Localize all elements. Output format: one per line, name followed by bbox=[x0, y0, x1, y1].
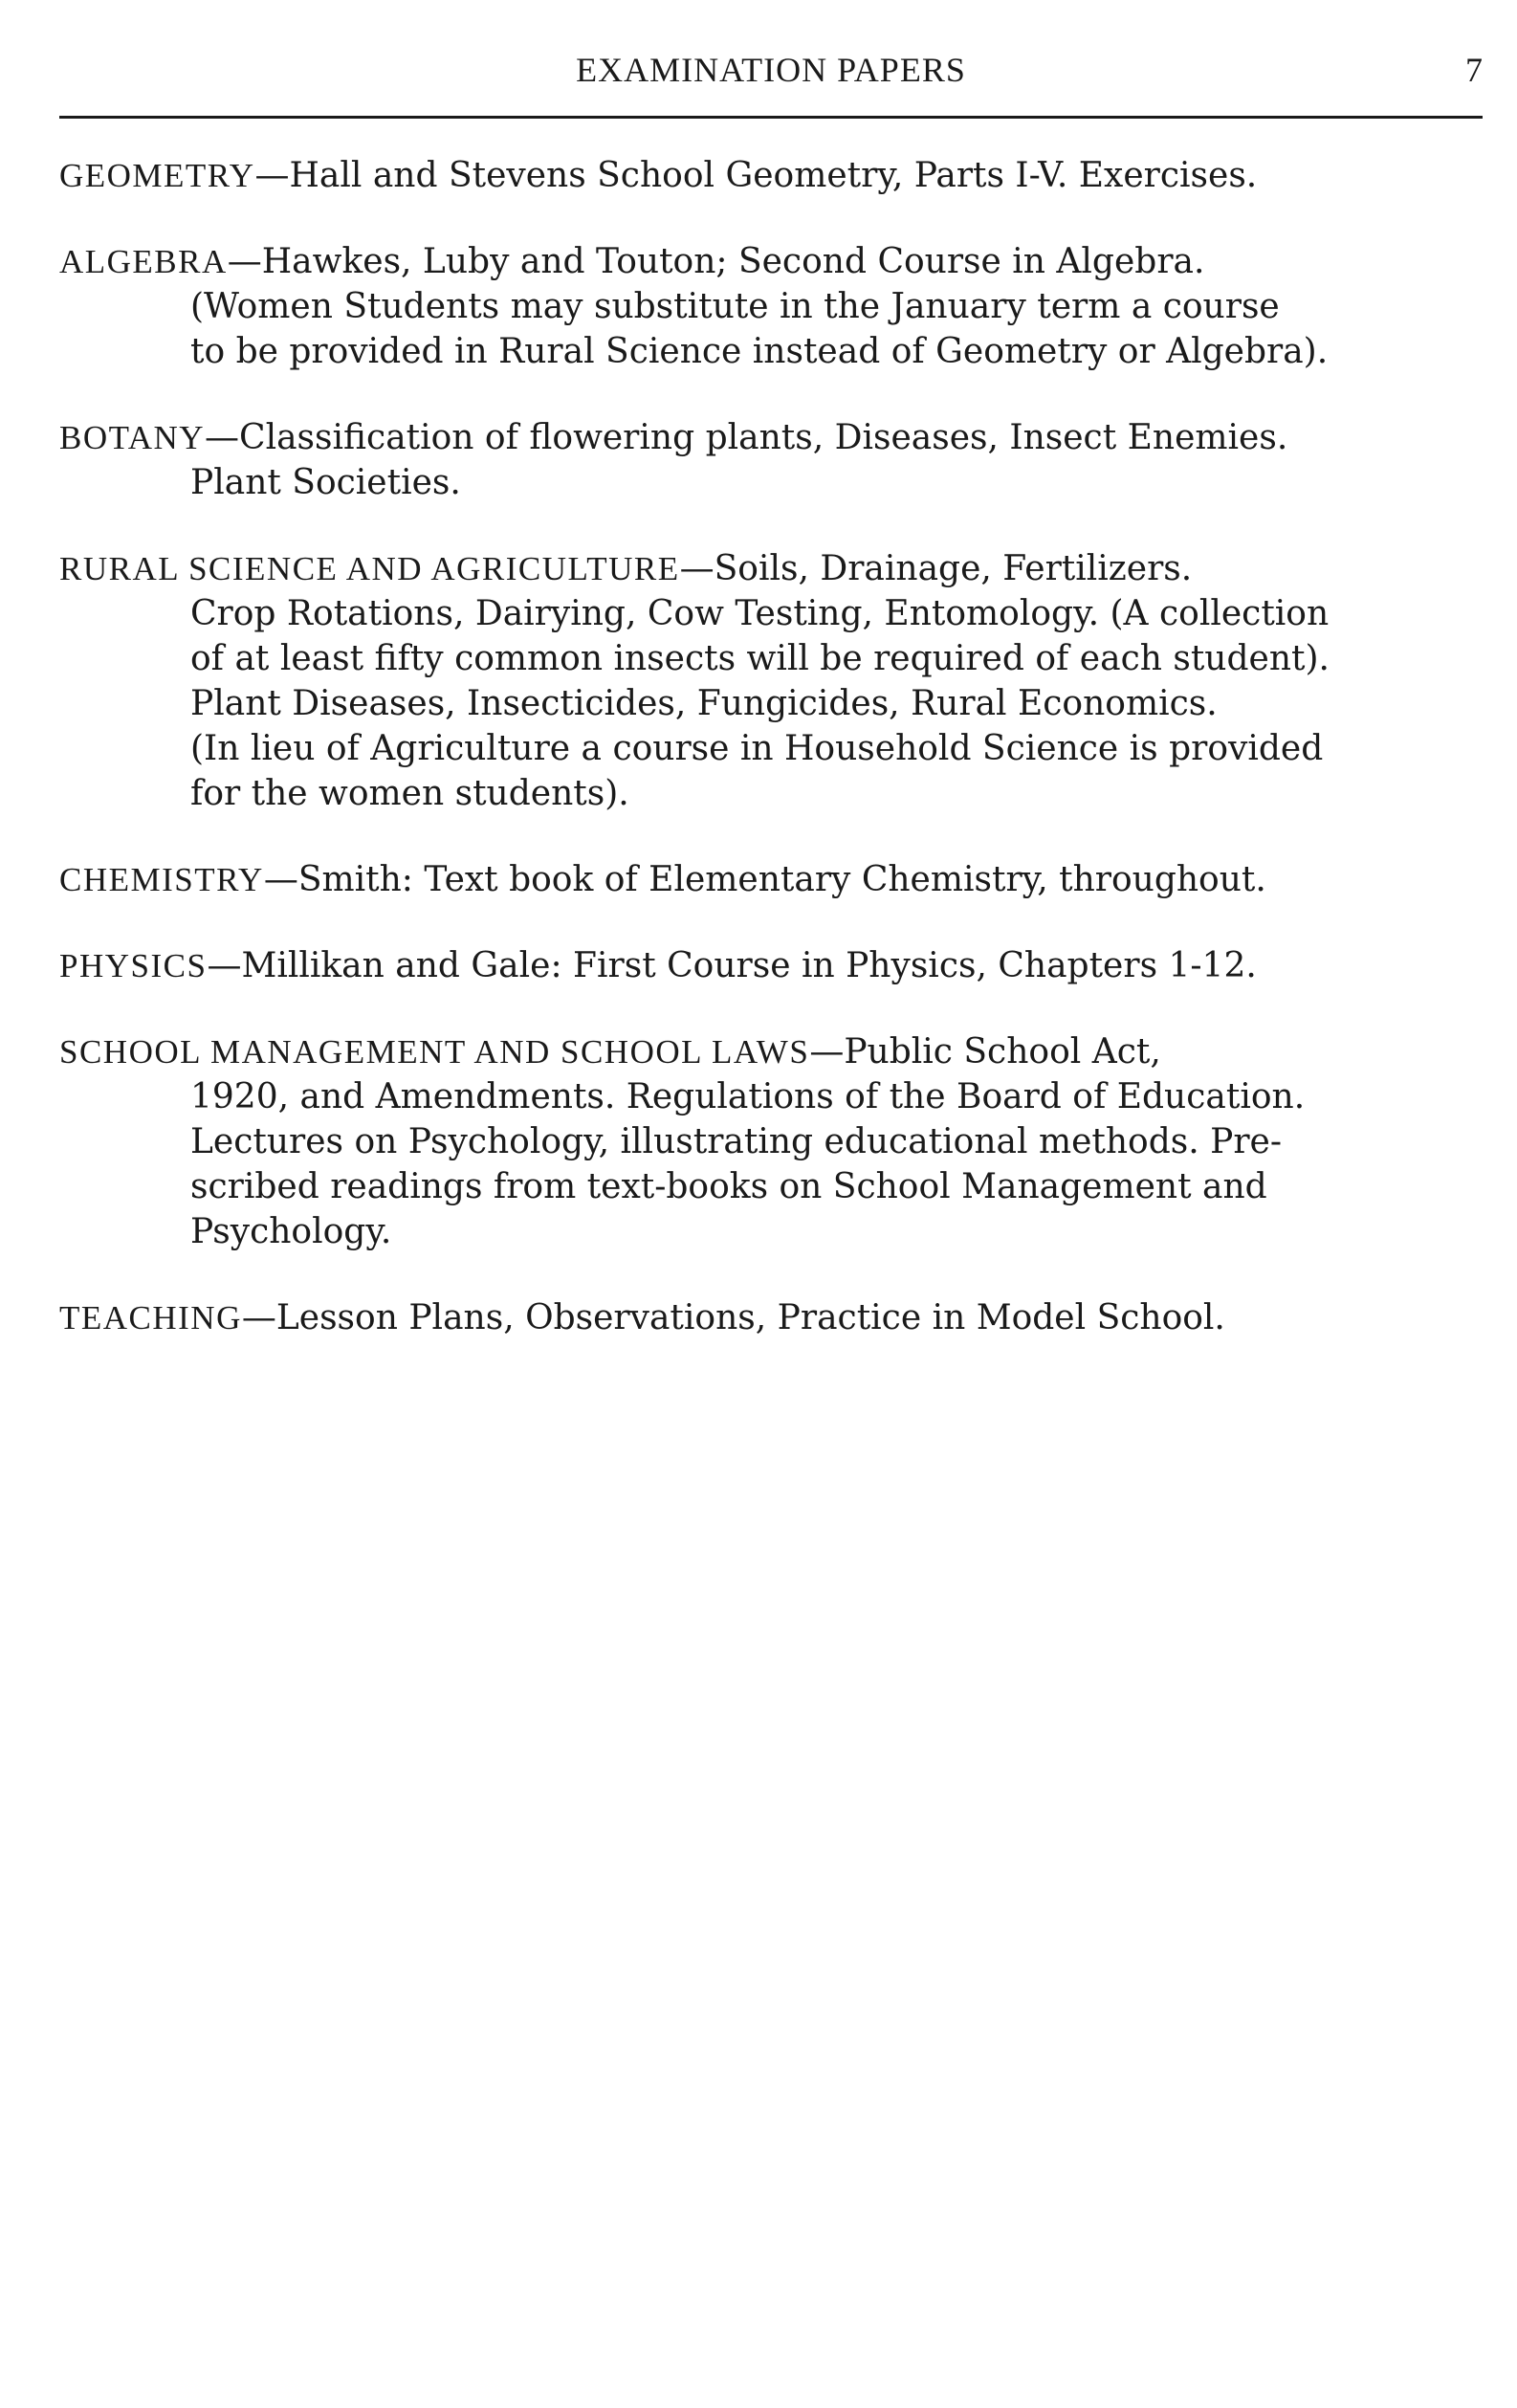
entry-text: Crop Rotations, Dairying, Cow Testing, Entomology. (A collection bbox=[190, 594, 1330, 633]
entry-first-line bbox=[59, 239, 1483, 284]
entry-text: —Public School Act, bbox=[809, 1032, 1161, 1071]
entry-text: —Soils, Drainage, Fertilizers. bbox=[679, 549, 1193, 588]
page-number: 7 bbox=[1465, 51, 1483, 89]
entry-text: (In lieu of Agriculture a course in Household Science is provided bbox=[190, 729, 1324, 768]
entry-algebra bbox=[59, 239, 1483, 374]
entry-text: to be provided in Rural Science instead of Geometry or Algebra). bbox=[190, 332, 1329, 371]
entry-rural-science bbox=[59, 546, 1483, 816]
entry-text: Plant Diseases, Insecticides, Fungicides, Rural Economics. bbox=[190, 684, 1218, 723]
entry-physics bbox=[59, 943, 1483, 988]
entry-first-line bbox=[59, 153, 1483, 198]
entry-text: —Millikan and Gale: First Course in Physics, Chapters 1-12. bbox=[207, 946, 1257, 985]
running-head-title: EXAMINATION PAPERS bbox=[576, 51, 966, 89]
entry-text: 1920, and Amendments. Regulations of the Board of Education. bbox=[190, 1077, 1306, 1116]
entry-text: of at least fifty common insects will be required of each student). bbox=[190, 639, 1330, 678]
entry-text: Plant Societies. bbox=[190, 463, 461, 502]
entry-text: —Smith: Text book of Elementary Chemistry, throughout. bbox=[263, 860, 1266, 899]
subject-list bbox=[59, 153, 1483, 1381]
subject-heading: SCHOOL MANAGEMENT AND SCHOOL LAWS bbox=[59, 1033, 810, 1071]
subject-heading: TEACHING bbox=[59, 1299, 242, 1337]
header-rule bbox=[59, 116, 1483, 119]
entry-teaching bbox=[59, 1295, 1483, 1340]
entry-school-management bbox=[59, 1029, 1483, 1254]
entry-text: scribed readings from text-books on School Management and bbox=[190, 1167, 1267, 1206]
entry-text: Psychology. bbox=[190, 1212, 392, 1251]
entry-geometry bbox=[59, 153, 1483, 198]
subject-heading: RURAL SCIENCE AND AGRICULTURE bbox=[59, 550, 680, 587]
entry-first-line bbox=[59, 1295, 1483, 1340]
running-head bbox=[59, 50, 1483, 107]
entry-first-line bbox=[59, 1029, 1483, 1074]
entry-botany bbox=[59, 415, 1483, 505]
subject-heading: GEOMETRY bbox=[59, 157, 255, 194]
subject-heading: ALGEBRA bbox=[59, 243, 228, 280]
entry-first-line bbox=[59, 943, 1483, 988]
entry-text: —Hall and Stevens School Geometry, Parts I-V. Exercises. bbox=[254, 156, 1258, 195]
entry-text: —Hawkes, Luby and Touton; Second Course in Algebra. bbox=[227, 242, 1205, 281]
subject-heading: CHEMISTRY bbox=[59, 861, 264, 898]
entry-text: (Women Students may substitute in the January term a course bbox=[190, 287, 1280, 326]
entry-text: Lectures on Psychology, illustrating educational methods. Pre- bbox=[190, 1122, 1283, 1161]
subject-heading: PHYSICS bbox=[59, 947, 208, 984]
entry-chemistry bbox=[59, 857, 1483, 902]
entry-first-line bbox=[59, 415, 1483, 460]
entry-text: for the women students). bbox=[190, 774, 629, 813]
entry-text: —Lesson Plans, Observations, Practice in Model School. bbox=[241, 1298, 1225, 1337]
entry-text: —Classification of flowering plants, Diseases, Insect Enemies. bbox=[205, 418, 1288, 457]
entry-first-line bbox=[59, 546, 1483, 591]
entry-first-line bbox=[59, 857, 1483, 902]
subject-heading: BOTANY bbox=[59, 419, 206, 456]
